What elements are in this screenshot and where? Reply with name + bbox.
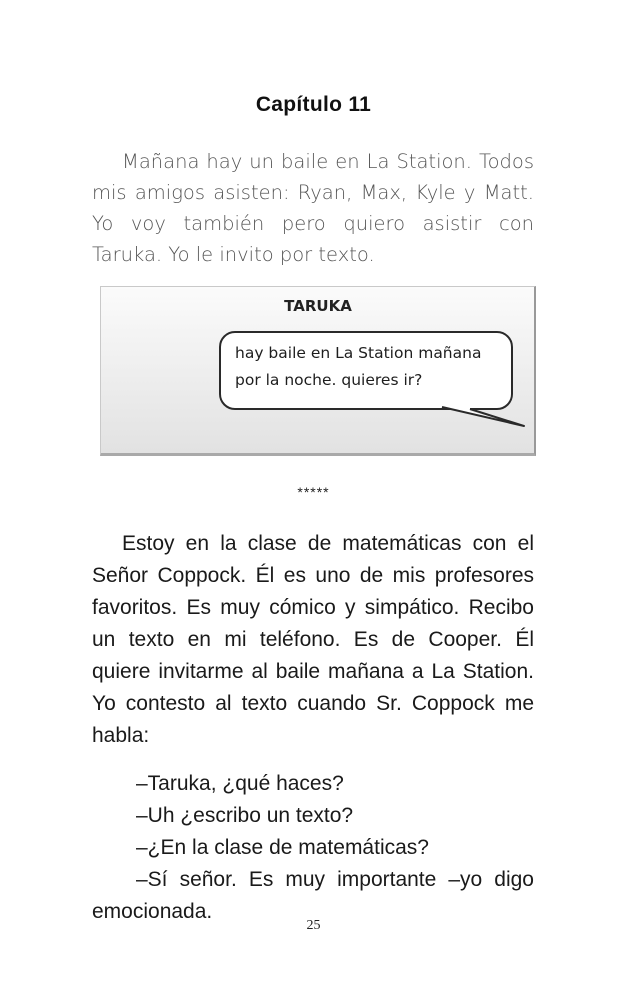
- message-line-2: por la noche. quieres ir?: [235, 371, 423, 389]
- message-contact-name: TARUKA: [284, 297, 352, 315]
- dialogue-line: –¿En la clase de matemáticas?: [136, 836, 429, 859]
- message-line-1: hay baile en La Station mañana: [235, 344, 482, 362]
- intro-text: [92, 146, 534, 270]
- message-text: [235, 340, 505, 394]
- chapter-title: Capítulo 11: [255, 93, 372, 116]
- page-number: 25: [306, 918, 321, 933]
- intro-paragraph: Mañana hay un baile en La Station. Todos mis amigos asisten: Ryan, Max, Kyle y Matt. Yo voy también pero quiero asistir con Taruka. Yo le invito por texto.: [92, 150, 534, 266]
- section-separator: *****: [297, 484, 330, 500]
- dialogue: [92, 768, 534, 928]
- body-paragraph: Estoy en la clase de matemáticas con el Señor Coppock. Él es uno de mis profesores favoritos. Es muy cómico y simpático. Recibo un texto en mi teléfono. Es de Cooper. Él quiere invitarme al baile mañana a La Station. Yo contesto al texto cuando Sr. Coppock me habla:: [92, 532, 534, 747]
- dialogue-line: –Taruka, ¿qué haces?: [136, 772, 344, 795]
- dialogue-line: –Sí señor. Es muy importante –yo digo emocionada.: [92, 868, 534, 923]
- dialogue-line: –Uh ¿escribo un texto?: [136, 804, 354, 827]
- speech-bubble-tail-icon: [440, 395, 530, 435]
- body-text: [92, 528, 534, 928]
